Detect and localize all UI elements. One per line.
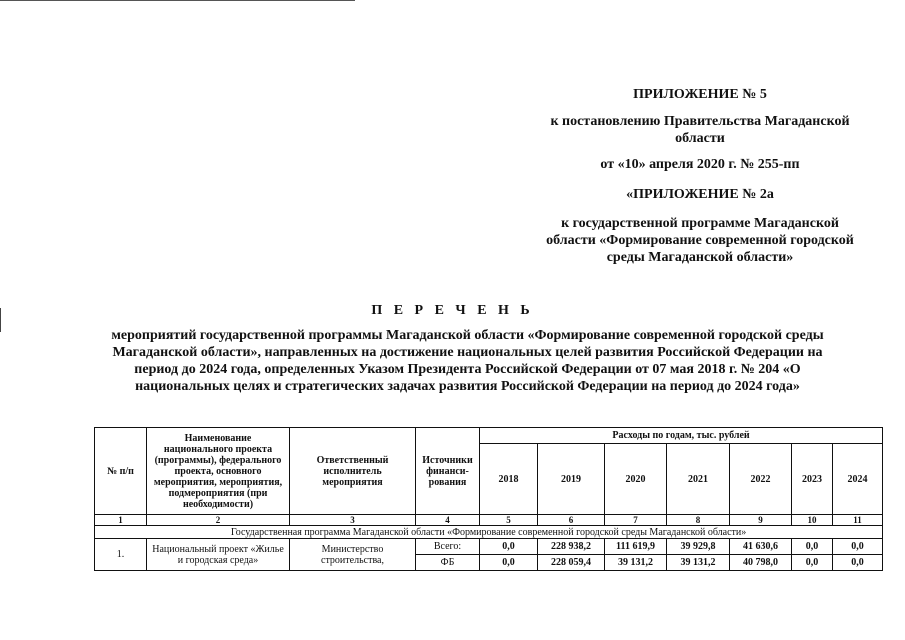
table-row: [95, 539, 883, 555]
header-source: Источники финанси-рования: [416, 428, 480, 515]
appendix-date-number: от «10» апреля 2020 г. № 255-пп: [600, 157, 800, 172]
column-number: 6: [538, 515, 605, 526]
column-number: 7: [605, 515, 667, 526]
column-number-row: [95, 515, 883, 526]
header-year: 2020: [605, 444, 667, 515]
row-value: 39 131,2: [605, 555, 667, 571]
row-executor: Министерство строительства,: [290, 539, 416, 571]
header-executor: Ответственный исполнитель мероприятия: [290, 428, 416, 515]
header-year: 2023: [792, 444, 833, 515]
column-number: 8: [667, 515, 730, 526]
document-heading: П Е Р Е Ч Е Н Ь: [371, 303, 534, 318]
row-value: 41 630,6: [730, 539, 792, 555]
appendix-block: [545, 86, 855, 266]
program-row: [95, 526, 883, 539]
column-number: 5: [480, 515, 538, 526]
row-source: ФБ: [416, 555, 480, 571]
header-year: 2019: [538, 444, 605, 515]
row-num: 1.: [95, 539, 147, 571]
appendix-to-program: к государственной программе Магаданской области «Формирование современной городской среды Магаданской области»: [546, 216, 854, 265]
row-value: 0,0: [792, 555, 833, 571]
row-value: 40 798,0: [730, 555, 792, 571]
header-year: 2021: [667, 444, 730, 515]
measures-table: [94, 427, 883, 571]
appendix-to-resolution: к постановлению Правительства Магаданской области: [550, 114, 850, 146]
header-year: 2018: [480, 444, 538, 515]
row-value: 0,0: [792, 539, 833, 555]
row-value: 0,0: [480, 539, 538, 555]
column-number: 1: [95, 515, 147, 526]
program-title: Государственная программа Магаданской области «Формирование современной городской среды Магаданской области»: [95, 526, 883, 539]
column-number: 10: [792, 515, 833, 526]
row-value: 39 929,8: [667, 539, 730, 555]
column-number: 9: [730, 515, 792, 526]
page-top-edge-line: [0, 0, 355, 1]
row-value: 228 059,4: [538, 555, 605, 571]
header-year: 2022: [730, 444, 792, 515]
appendix-title: ПРИЛОЖЕНИЕ № 5: [633, 87, 767, 102]
header-year: 2024: [833, 444, 883, 515]
row-value: 0,0: [833, 555, 883, 571]
row-value: 228 938,2: [538, 539, 605, 555]
column-number: 4: [416, 515, 480, 526]
document-subheading: мероприятий государственной программы Магаданской области «Формирование современной городской среды Магаданской области», направленных на достижение национальных целей развития Российской Федерации на период до 2024 года, определенных Указом Президента Российской Федерации от 07 мая 2018 г. № 204 «О национальных целях и стратегических задачах развития Российской Федерации на период до 2024 года»: [111, 328, 824, 394]
row-value: 0,0: [480, 555, 538, 571]
appendix-sub-title: «ПРИЛОЖЕНИЕ № 2а: [626, 187, 774, 202]
row-value: 111 619,9: [605, 539, 667, 555]
row-value: 0,0: [833, 539, 883, 555]
column-number: 3: [290, 515, 416, 526]
header-spending: Расходы по годам, тыс. рублей: [480, 428, 883, 444]
column-number: 2: [147, 515, 290, 526]
header-num: № п/п: [95, 428, 147, 515]
row-source: Всего:: [416, 539, 480, 555]
column-number: 11: [833, 515, 883, 526]
header-name: Наименование национального проекта (программы), федерального проекта, основного мероприятия, мероприятия, подмероприятия (при необходимости): [147, 428, 290, 515]
row-name: Национальный проект «Жилье и городская среда»: [147, 539, 290, 571]
row-value: 39 131,2: [667, 555, 730, 571]
